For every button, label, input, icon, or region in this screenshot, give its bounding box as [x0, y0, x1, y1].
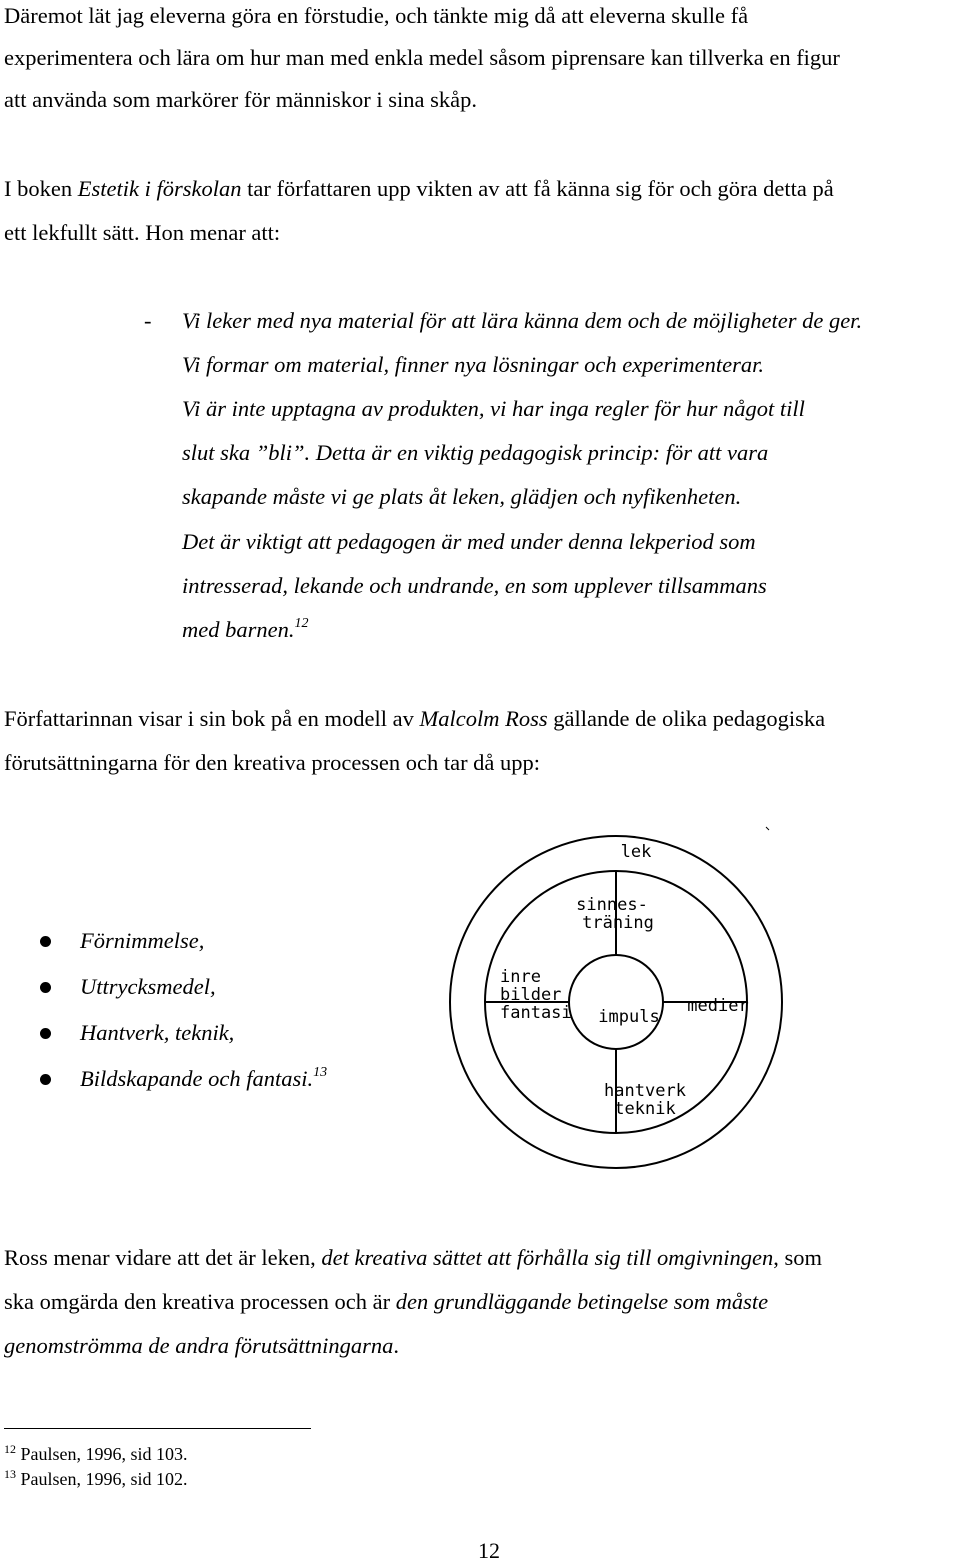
footnote-separator	[4, 1428, 311, 1429]
label-impuls: impuls	[598, 1007, 660, 1027]
estetik-text: I boken	[4, 176, 78, 201]
closing-italic: det kreativa sättet att förhålla sig till omgivningen	[321, 1245, 774, 1270]
quote-line-4: slut ska ”bli”. Detta är en viktig pedagogisk princip: för att vara	[182, 440, 769, 465]
footnote-13	[4, 1467, 188, 1494]
quote-line-5: skapande måste vi ge plats åt leken, glädjen och nyfikenheten.	[182, 484, 742, 509]
bullet-item-2: Uttrycksmedel,	[80, 974, 216, 999]
closing-line-3	[4, 1324, 956, 1368]
quote-last-text: med barnen.	[182, 617, 295, 642]
estetik-text-after: tar författaren upp vikten av att få känna sig för och göra detta på	[241, 176, 834, 201]
bullet-item-4-text: Bildskapande och fantasi.	[80, 1066, 314, 1091]
ross-text: Författarinnan visar i sin bok på en modell av	[4, 706, 420, 731]
intro-line-3: att använda som markörer för människor i sina skåp.	[4, 87, 477, 112]
quote-line-7: intresserad, lekande och undrande, en som upplever tillsammans	[182, 573, 767, 598]
closing-italic-2: den grundläggande betingelse som måste	[395, 1289, 769, 1314]
bullet-item-1: Förnimmelse,	[80, 928, 205, 953]
label-bilder: bilder	[500, 985, 562, 1005]
closing-line-1	[4, 1236, 956, 1280]
page-number: 12	[478, 1538, 500, 1563]
intro-line-1: Däremot lät jag eleverna göra en förstudie, och tänkte mig då att eleverna skulle få	[4, 3, 749, 28]
label-fantasi: fantasi	[500, 1003, 572, 1023]
label-sinnes: sinnes-	[576, 895, 648, 915]
bullet-item-3: Hantverk, teknik,	[80, 1020, 235, 1045]
footnote-text-13: Paulsen, 1996, sid 102.	[16, 1469, 188, 1489]
quote-line-6: Det är viktigt att pedagogen är med under denna lekperiod som	[182, 529, 756, 554]
label-traning: träning	[582, 913, 654, 933]
quote-line-2: Vi formar om material, finner nya lösningar och experimenterar.	[182, 352, 765, 377]
footnote-ref-12[interactable]: 12	[294, 616, 309, 631]
label-lek: lek	[620, 842, 652, 862]
label-hantverk: hantverk	[604, 1081, 686, 1101]
label-inre: inre	[500, 967, 541, 987]
closing-line-2	[4, 1280, 956, 1324]
label-teknik: teknik	[614, 1099, 676, 1119]
book-title: Estetik i förskolan	[77, 176, 242, 201]
ross-line-2: förutsättningarna för den kreativa processen och tar då upp:	[4, 750, 541, 775]
quote-line-3: Vi är inte upptagna av produkten, vi har inga regler för hur något till	[182, 396, 805, 421]
estetik-line-2: ett lekfullt sätt. Hon menar att:	[4, 220, 281, 245]
closing-period: .	[393, 1333, 400, 1358]
closing-italic-3: genomströmma de andra förutsättningarna	[4, 1333, 394, 1358]
quote-line-1: Vi leker med nya material för att lära känna dem och de möjligheter de ger.	[182, 308, 863, 333]
closing-text-after: , som	[773, 1245, 822, 1270]
footnote-ref-13[interactable]: 13	[313, 1065, 328, 1080]
scan-mark	[766, 827, 769, 830]
footnote-num-13: 13	[4, 1467, 16, 1481]
footnote-12	[4, 1442, 188, 1469]
closing-text-2: ska omgärda den kreativa processen och är	[4, 1289, 396, 1314]
footnote-num-12: 12	[4, 1442, 16, 1456]
center-circle	[569, 955, 663, 1049]
footnote-text-12: Paulsen, 1996, sid 103.	[16, 1444, 188, 1464]
closing-text: Ross menar vidare att det är leken,	[4, 1245, 322, 1270]
intro-line-2: experimentera och lära om hur man med enkla medel såsom piprensare kan tillverka en figur	[4, 45, 840, 70]
malcolm-ross-name: Malcolm Ross	[419, 706, 548, 731]
label-medier: medier	[687, 996, 749, 1016]
quote-dash: -	[144, 308, 152, 333]
ross-text-after: gällande de olika pedagogiska	[547, 706, 826, 731]
